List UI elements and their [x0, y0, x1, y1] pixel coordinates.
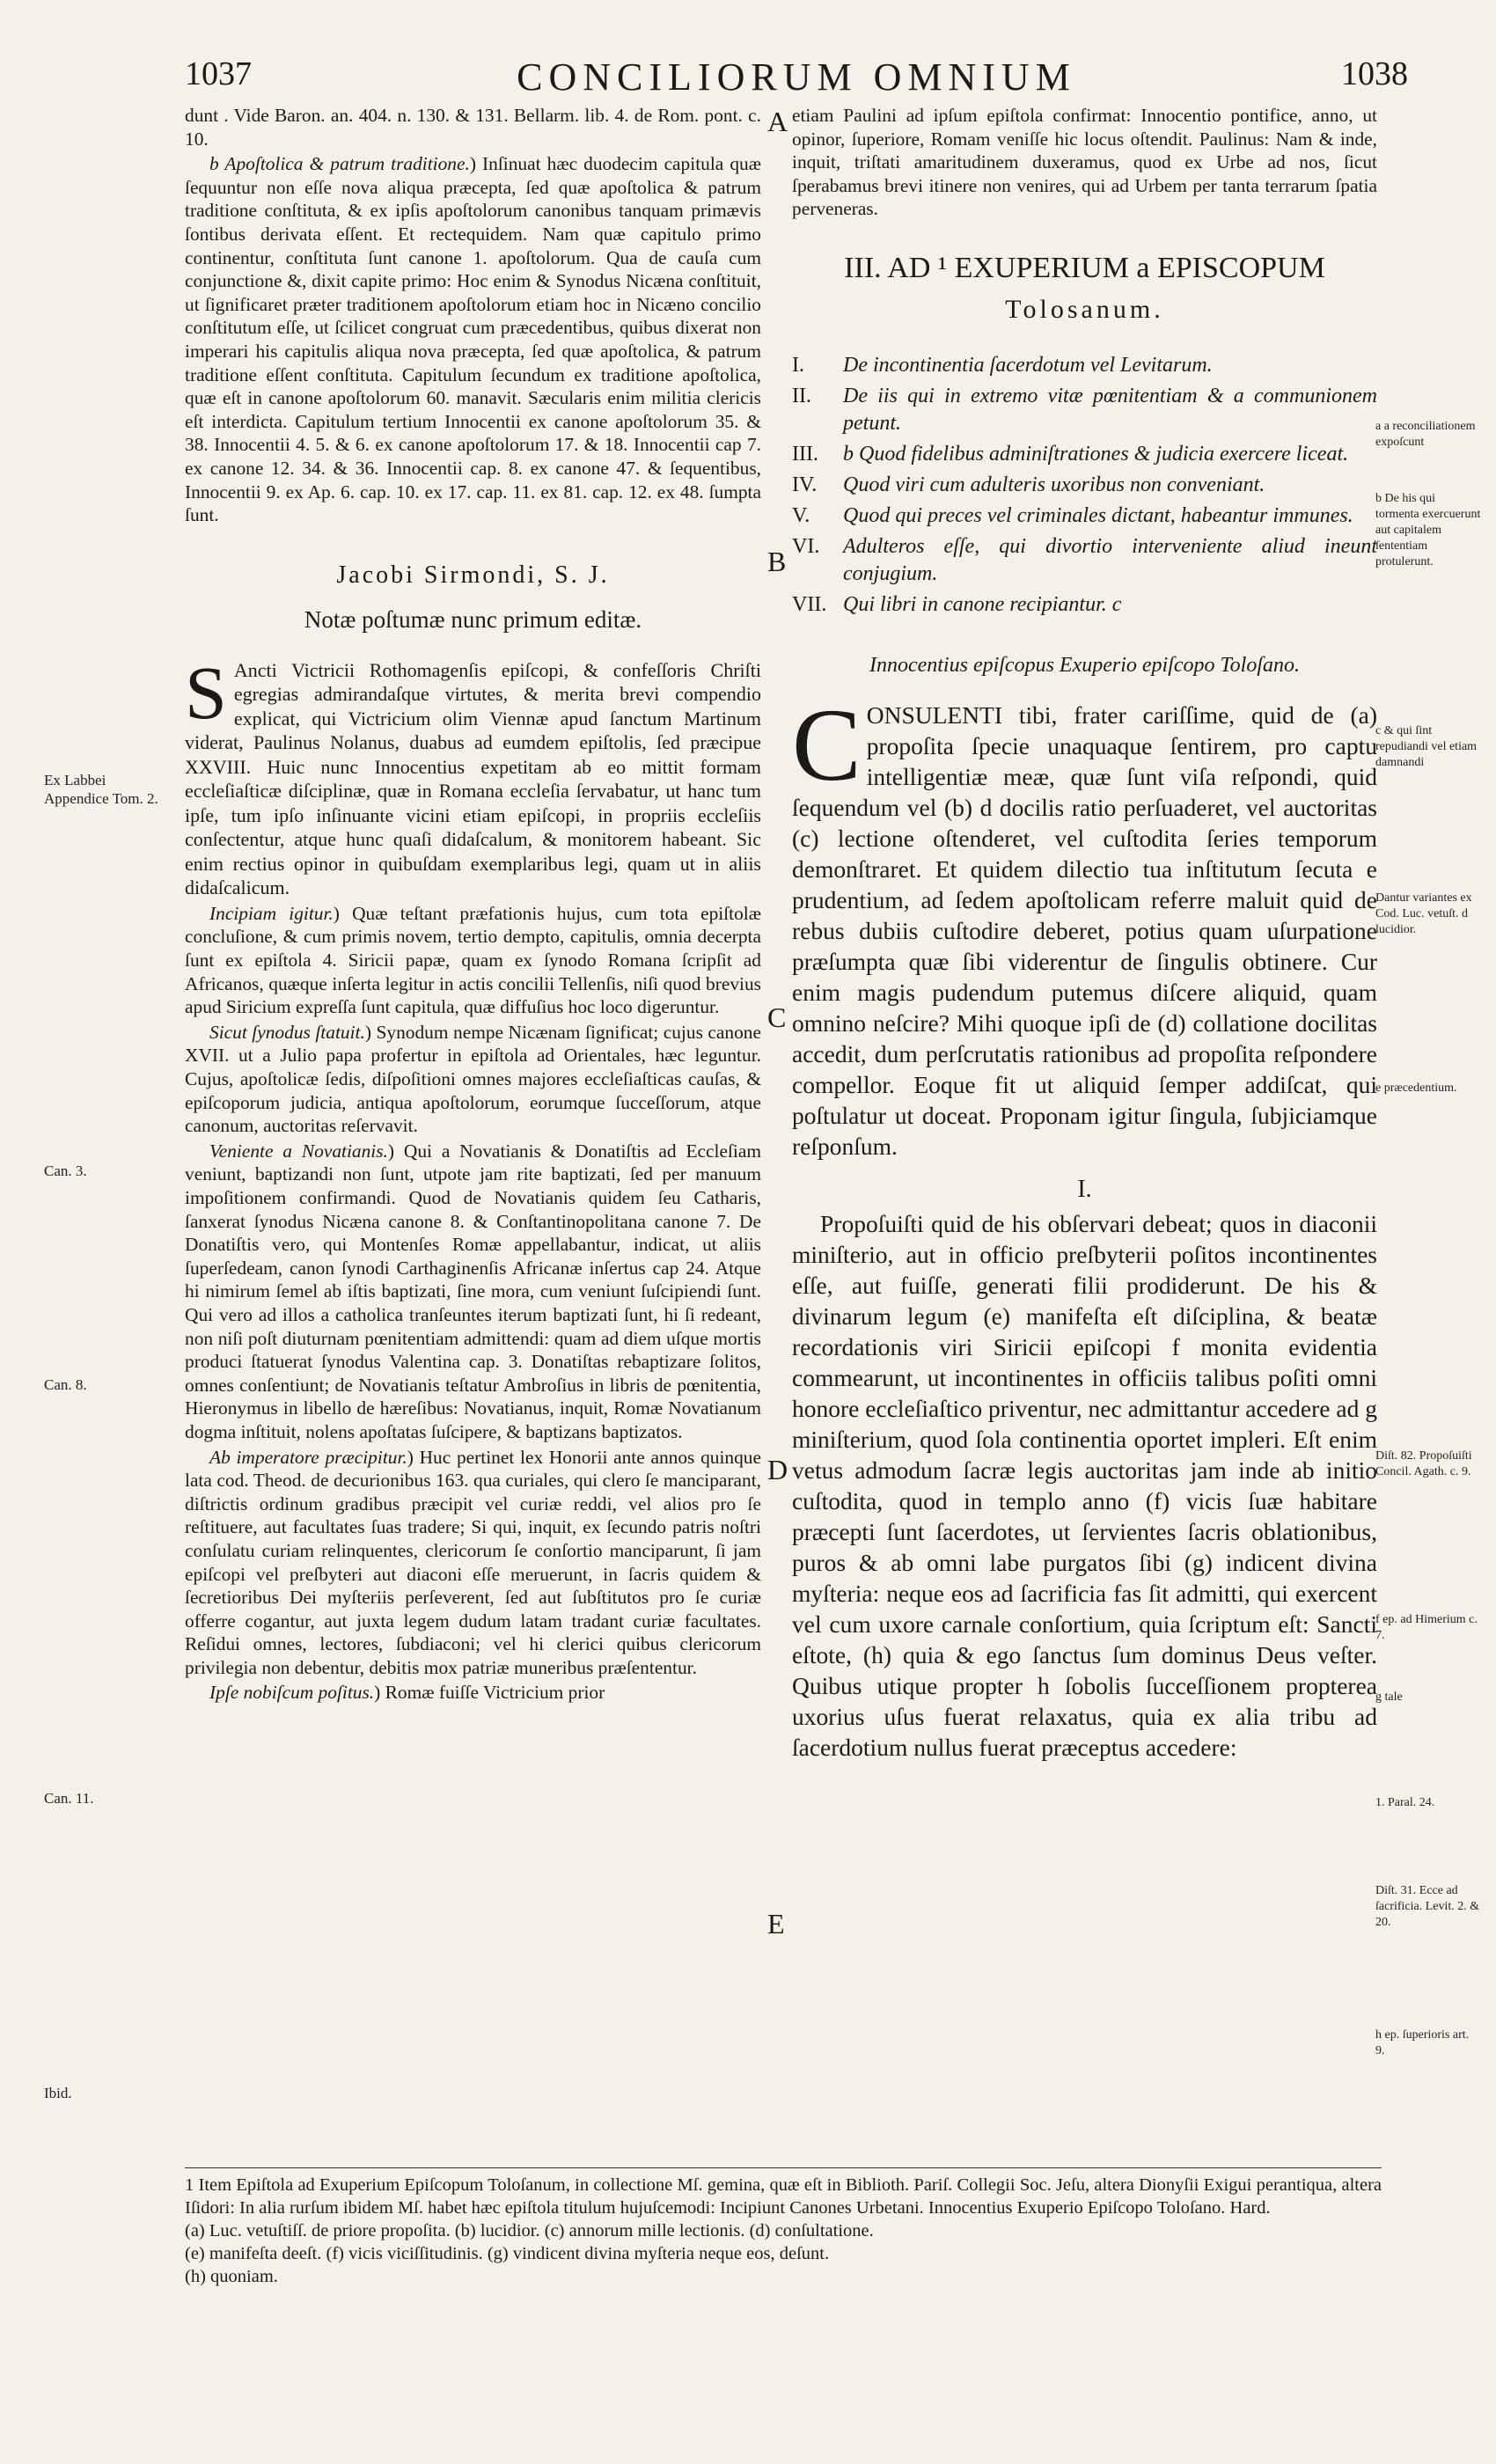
commentary-text: ) Romæ fuiſſe Victricium prior	[374, 1682, 605, 1704]
chapter-text: De incontinentia ſacerdotum vel Levitarum.	[843, 353, 1213, 377]
chapter-item	[792, 441, 1377, 468]
commentary-text: ) Qui a Novatianis & Donatiſtis ad Eccleſiam veniunt, baptizandi non ſunt, utpote jam rite baptizati, ſed per manuum impoſitionem confirmandi. Quod de Novatianis quidem ſeu Catharis, ſanxerat ſynodus Nicæna canone 8. & Conſtantinopolitana canone 7. De Donatiſtis vero, qui Montenſes Romæ appellabantur, indicat, ut aliis ſuperſedeam, canon ſynodi Carthaginenſis Africanæ inſertus cap 24. Atque hi nimirum ſemel ab iſtis baptizati, ſine mora, cum veniunt ſuſcipiendi ſunt. Qui vero ad illos a catholica tranſeuntes iterum baptizati ſunt, hi ſi redeant, non niſi poſt diuturnam pœnitentiam admittendi: quam ad diem uſque mortis produci ſtatuerat ſynodus Valentina cap. 3. Donatiſtas rebaptizare ſolitos, omnes conſentiunt; de Novatianis teſtatur Ambroſius in libris de pœnitentia, Hieronymus in libello de hæreſibus: Novatianus, inquit, Romæ Novatianum dogma inſtituit, nolens apoſtatas ſuſcipere, & baptizans baptizatos.	[185, 1140, 761, 1442]
intro-text: Ancti Victricii Rothomagenſis epiſcopi, & confeſſoris Chriſti egregias admirandaſque virtutes, & merita brevi compendio explicat, qui Victricium olim Viennæ apud ſanctum Martinum viderat, Paulinus Nolanus, duabus ad eumdem epiſtolis, ſed præcipue XXVIII. Huic nunc Innocentius expetitam ab eo mittit formam eccleſiaſticæ diſciplinæ, quæ in Romana eccleſia ſervabatur, ut hanc tum ipſe, tum ipſo inſinuante vicini etiam epiſcopi, in propriis eccleſiis conſectentur, atque hunc quaſi didaſcalum, & monitorem habeant. Sic enim rectius opinor in quibuſdam exemplaribus legi, quam ut in aliis didaſcalicum.	[185, 658, 761, 899]
commentary-text: ) Quæ teſtant præfationis hujus, cum tota epiſtolæ concluſione, & cum primis novem, tertio dempto, capitulis, omnia decerpta ſunt ex epiſtola 4. Siricii papæ, quam ex ſynodo Romana ſcripſit ad Africanos, quæque inſerta legitur in actis concilii Tellenſis, niſi quod brevius apud Siricium expreſſa ſunt capitula, quæ diffuſius hoc loco digeruntur.	[185, 902, 762, 1018]
commentary-text: ) Synodum nempe Nicænam ſignificat; cujus canone XVII. ut a Julio papa profertur in epiſtola ad Orientales, hæc leguntur. Cujus, apoſtolicæ ſedis, diſpoſitioni omnes majores eccleſiaſticas cauſas, & epiſcoporum judicia, antiqua apoſtolorum, eorumque ſucceſſorum, atque canonum, auctoritas reſervavit.	[185, 1021, 761, 1137]
chapter-item	[792, 591, 1377, 619]
chapter-text: Quod qui preces vel criminales dictant, habeantur immunes.	[843, 503, 1353, 527]
left-paragraph	[185, 1681, 761, 1705]
footnote: (h) quoniam.	[185, 2267, 278, 2286]
letter-paragraph: Propoſuiſti quid de his obſervari debeat; quos in diaconii miniſterio, aut in officio preſbyterii poſitos incontinentes eſſe, aut fuiſſe, generati filii prodiderunt. De his & divinarum legum (e) manifeſta eſt diſciplina, & beatæ recordationis viri Siricii epiſcopi f monita evidentia commearunt, ut incontinentes in officiis talibus poſiti omni honore eccleſiaſtico priventur, nec admittantur accedere ad g miniſterium, quod ſola continentia oportet impleri. Eſt enim vetus admodum ſacræ legis auctoritas jam inde ab initio cuſtodita, quod in templo anno (f) vicis ſuæ habitare præcepti ſunt ſacerdotes, ut ſervientes ſacris oblationibus, puros & ab omni labe purgatos ſibi (g) indicent divina myſteria: neque eos ad ſacrificia fas ſit admitti, qui exercent vel cum uxore carnale conſortium, quia ſcriptum eſt: Sancti eſtote, (h) quia & ego ſanctus ſum dominus Deus veſter. Quibus utique propter h ſobolis ſucceſſionem propterea uxorius uſus fuerat relaxatus, quia ex alia tribu ad ſacerdotium nullus fuerat præceptus accedere:	[792, 1209, 1377, 1761]
letter-text: ONSULENTI tibi, frater cariſſime, quid de (a) propoſita ſpecie unaquaque ſentirem, pro captu intelligentiæ meæ, quæ ſunt viſa reſpondi, quid ſequendum vel (b) d docilis ratio perſuaderet, vel auctoritas (c) lectione oſtenderet, vel cuſtodita ſeries temporum demonſtraret. Et quidem dilectio tua inſtitutum ſecuta e prudentium, ad ſedem apoſtolicam referre maluit quid de rebus dubiis cuſtodire deberet, potius quam uſurpatione præſumpta quæ ſibi viderentur de ſingulis obtinere. Cur enim magis pudendum putemus diſcere aliquid, quam omnino neſcire? Mihi quoque ipſi de (d) collatione docilitas accedit, dum perſcrutatis rationibus ad propoſita reſpondere compellor. Eoque fit ut aliquid ſemper addiſcat, qui poſtulatur ut doceat. Proponam igitur ſingula, ſubjiciamque reſponſum.	[792, 700, 1377, 1160]
footnote-rule	[185, 2167, 1382, 2168]
chapter-item	[792, 352, 1377, 379]
margin-note-right: Dantur variantes ex Cod. Luc. vetuſt. d lucidior.	[1375, 891, 1472, 936]
column-letter-a: A	[767, 106, 788, 137]
left-paragraph	[185, 1021, 761, 1138]
letter-paragraph	[792, 686, 1377, 1162]
chapter-text: Quod viri cum adulteris uxoribus non conveniant.	[843, 473, 1265, 496]
chapter-number: V.	[792, 503, 810, 527]
margin-note-right: f ep. ad Himerium c. 7.	[1375, 1613, 1478, 1642]
right-paragraph: etiam Paulini ad ipſum epiſtola confirmat: Innocentio pontifice, anno, ut opinor, ſuperiore, Romam veniſſe hic locus oſtendit. Paulinus: Nam & inde, inquit, triſtati amaritudinem duxeramus, quod ex Urbe ad nos, ſicut ſperabamus brevi itinere non venires, qui ad Urbem per tanta terrarum ſpatia perveneras.	[792, 105, 1377, 220]
footnotes	[185, 2174, 1382, 2288]
chapter-text: b Quod fidelibus adminiſtrationes & judicia exercere liceat.	[843, 442, 1349, 466]
chapter-number: VI.	[792, 534, 820, 558]
chapter-item	[792, 502, 1377, 530]
chapter-text: Adulteros eſſe, qui divortio interveniente aliud ineunt conjugium.	[843, 534, 1377, 585]
commentary-text: ) Inſinuat hæc duodecim capitula quæ ſequuntur non eſſe nova aliqua præcepta, ſed quæ apoſtolica & patrum traditione conſtituta, & ex ipſis apoſtolorum canonibus tanquam primævis ſontibus derivata eſſent. Et rectequidem. Nam quæ capitulo primo continentur, conſtituta ſunt canone 1. apoſtolorum. Qua de cauſa cum conjunctione &, dixit capite primo: Hoc enim & Synodus Nicæna conſtituit, ut ſignificaret præter traditionem apoſtolorum etiam hoc in Nicæno concilio conſtitutum eſſe, ut ſcilicet congruat cum præcedentibus, quibus dixerat non imperari his capitulis aliqua nova præcepta, ſed quæ apoſtolica, & patrum traditione eſſent conſtituta. Capitulum ſecundum ex traditione apoſtolica, quæ eſt in canone apoſtolorum 60. manavit. Sæcularis enim militia clericis eſt interdicta. Capitulum tertium Innocentii ex canone apoſtolorum 35. & 38. Innocentii 4. 5. & 6. ex canone apoſtolorum 17. & 18. Innocentii cap 7. ex canone 12. 34. & 36. Innocentii cap. 8. ex canone 47. & ſequentibus, Innocentii 9. ex Ap. 6. cap. 10. ex 17. cap. 11. ex 81. cap. 12. ex 48. ſumpta ſunt.	[185, 153, 761, 526]
margin-note-right: h ep. ſuperioris art. 9.	[1375, 2028, 1470, 2057]
chapter-text: De iis qui in extremo vitæ pœnitentiam & a communionem petunt.	[843, 384, 1377, 435]
left-paragraph	[185, 152, 761, 527]
left-paragraph	[185, 902, 761, 1019]
page-number-right: 1038	[1341, 55, 1408, 92]
margin-note-left: Ibid.	[44, 2085, 72, 2101]
running-header	[185, 55, 1408, 107]
column-letter-d: D	[767, 1454, 788, 1485]
lemma: Ab imperatore præcipitur.	[209, 1446, 407, 1468]
letter-heading: Innocentius epiſcopus Exuperio epiſcopo Toloſano.	[869, 653, 1301, 677]
column-letter-c: C	[767, 1001, 787, 1033]
margin-note-right: a a reconciliationem expoſcunt	[1375, 420, 1476, 449]
margin-note-right: Diſt. 82. Propoſuiſti Concil. Agath. c. 9.	[1375, 1449, 1472, 1478]
margin-note-left: Can. 8.	[44, 1376, 87, 1393]
chapter-list	[792, 352, 1377, 619]
left-column	[185, 104, 761, 1706]
footnote: 1 Item Epiſtola ad Exuperium Epiſcopum Toloſanum, in collectione Mſ. gemina, quæ eſt in Biblioth. Pariſ. Collegii Soc. Jeſu, altera Dionyſii Exigui perantiqua, altera Iſidori: In alia rurſum ibidem Mſ. habet hæc epiſtola titulum hujuſcemodi: Incipiunt Canones Urbetani. Innocentius Exuperio Epiſcopo Toloſano. Hard.	[185, 2175, 1382, 2218]
chapter-item	[792, 472, 1377, 499]
lemma: b Apoſtolica & patrum traditione.	[209, 153, 470, 175]
section-subtitle: Tolosanum.	[1005, 294, 1164, 324]
column-letter-e: E	[767, 1908, 785, 1940]
margin-note-right: b De his qui tormenta exercuerunt aut capitalem ſententiam protulerunt.	[1375, 492, 1481, 568]
chapter-number: I.	[792, 353, 804, 377]
margin-note-left: Can. 11.	[44, 1790, 94, 1807]
running-title: CONCILIORUM OMNIUM	[517, 55, 1076, 99]
column-letter-b: B	[767, 546, 787, 577]
margin-note-right: e præcedentium.	[1375, 1082, 1457, 1095]
margin-note-right: Diſt. 31. Ecce ad ſacrificia. Levit. 2. & 20.	[1375, 1884, 1480, 1929]
chapter-number: IV.	[792, 473, 818, 496]
chapter-text: Qui libri in canone recipiantur. c	[843, 592, 1122, 616]
chapter-number: III.	[792, 442, 818, 466]
commentary-text: ) Huc pertinet lex Honorii ante annos quinque lata cod. Theod. de decurionibus 163. qua curiales, qui clero ſe manciparant, diſtrictis ordinum gradibus præcipit vel curiæ reddi, vel alios pro ſe reſtituere, aut facultates ſuas tradere; Si qui, inquit, ex ſecundo patris noſtri conſulatu curiam relinquentes, clericorum ſe conſortio manciparunt, ſi jam epiſcopi vel preſbyteri aut diaconi eſſe meruerunt, in ſacris quidem & ſecretioribus Dei myſteriis perſeverent, ſed aut ſubſtitutos pro ſe curiæ offerre cogantur, aut juxta legem dudum latam tradant curiæ facultates. Reſidui omnes, lectores, ſubdiaconi; vel hi clerici quibus clericorum privilegia non debentur, debitis mox patriæ muneribus præſententur.	[185, 1446, 761, 1678]
left-paragraph	[185, 1446, 761, 1680]
left-paragraph	[185, 1140, 761, 1444]
letter-body	[792, 686, 1377, 1763]
section-title: III. AD ¹ EXUPERIUM a EPISCOPUM	[844, 251, 1325, 284]
chapter-item	[792, 383, 1377, 437]
drop-capital: C	[792, 686, 862, 803]
page-number-left: 1037	[185, 55, 252, 92]
margin-note-left: Ex Labbei Appendice Tom. 2.	[44, 772, 158, 807]
chapter-number: VII.	[792, 592, 827, 616]
footnote: (a) Luc. vetuſtiſſ. de priore propoſita. (b) lucidior. (c) annorum mille lectionis. (d) conſultatione.	[185, 2221, 874, 2240]
footnote: (e) manifeſta deeſt. (f) vicis viciſſitudinis. (g) vindicent divina myſteria neque eos, deſunt.	[185, 2244, 830, 2263]
right-column	[792, 104, 1377, 1763]
margin-note-left: Can. 3.	[44, 1162, 87, 1179]
drop-capital: S	[185, 649, 227, 735]
lemma: Ipſe nobiſcum poſitus.	[209, 1682, 375, 1704]
lemma: Veniente a Novatianis.	[209, 1140, 388, 1162]
margin-note-right: c & qui ſint repudiandi vel etiam damnandi	[1375, 724, 1478, 769]
intro-paragraph	[185, 649, 761, 900]
lemma: Incipiam igitur.	[209, 902, 334, 924]
margin-note-right: 1. Paral. 24.	[1375, 1796, 1435, 1809]
notes-title: Notæ poſtumæ nunc primum editæ.	[304, 606, 642, 634]
left-paragraph: dunt . Vide Baron. an. 404. n. 130. & 131. Bellarm. lib. 4. de Rom. pont. c. 10.	[185, 105, 761, 150]
author-heading: Jacobi Sirmondi, S. J.	[336, 561, 610, 589]
lemma: Sicut ſynodus ſtatuit.	[209, 1021, 365, 1043]
chapter-number: II.	[792, 384, 811, 407]
section-number: I.	[1077, 1175, 1092, 1203]
margin-note-right: g tale	[1375, 1690, 1403, 1704]
chapter-item	[792, 533, 1377, 588]
